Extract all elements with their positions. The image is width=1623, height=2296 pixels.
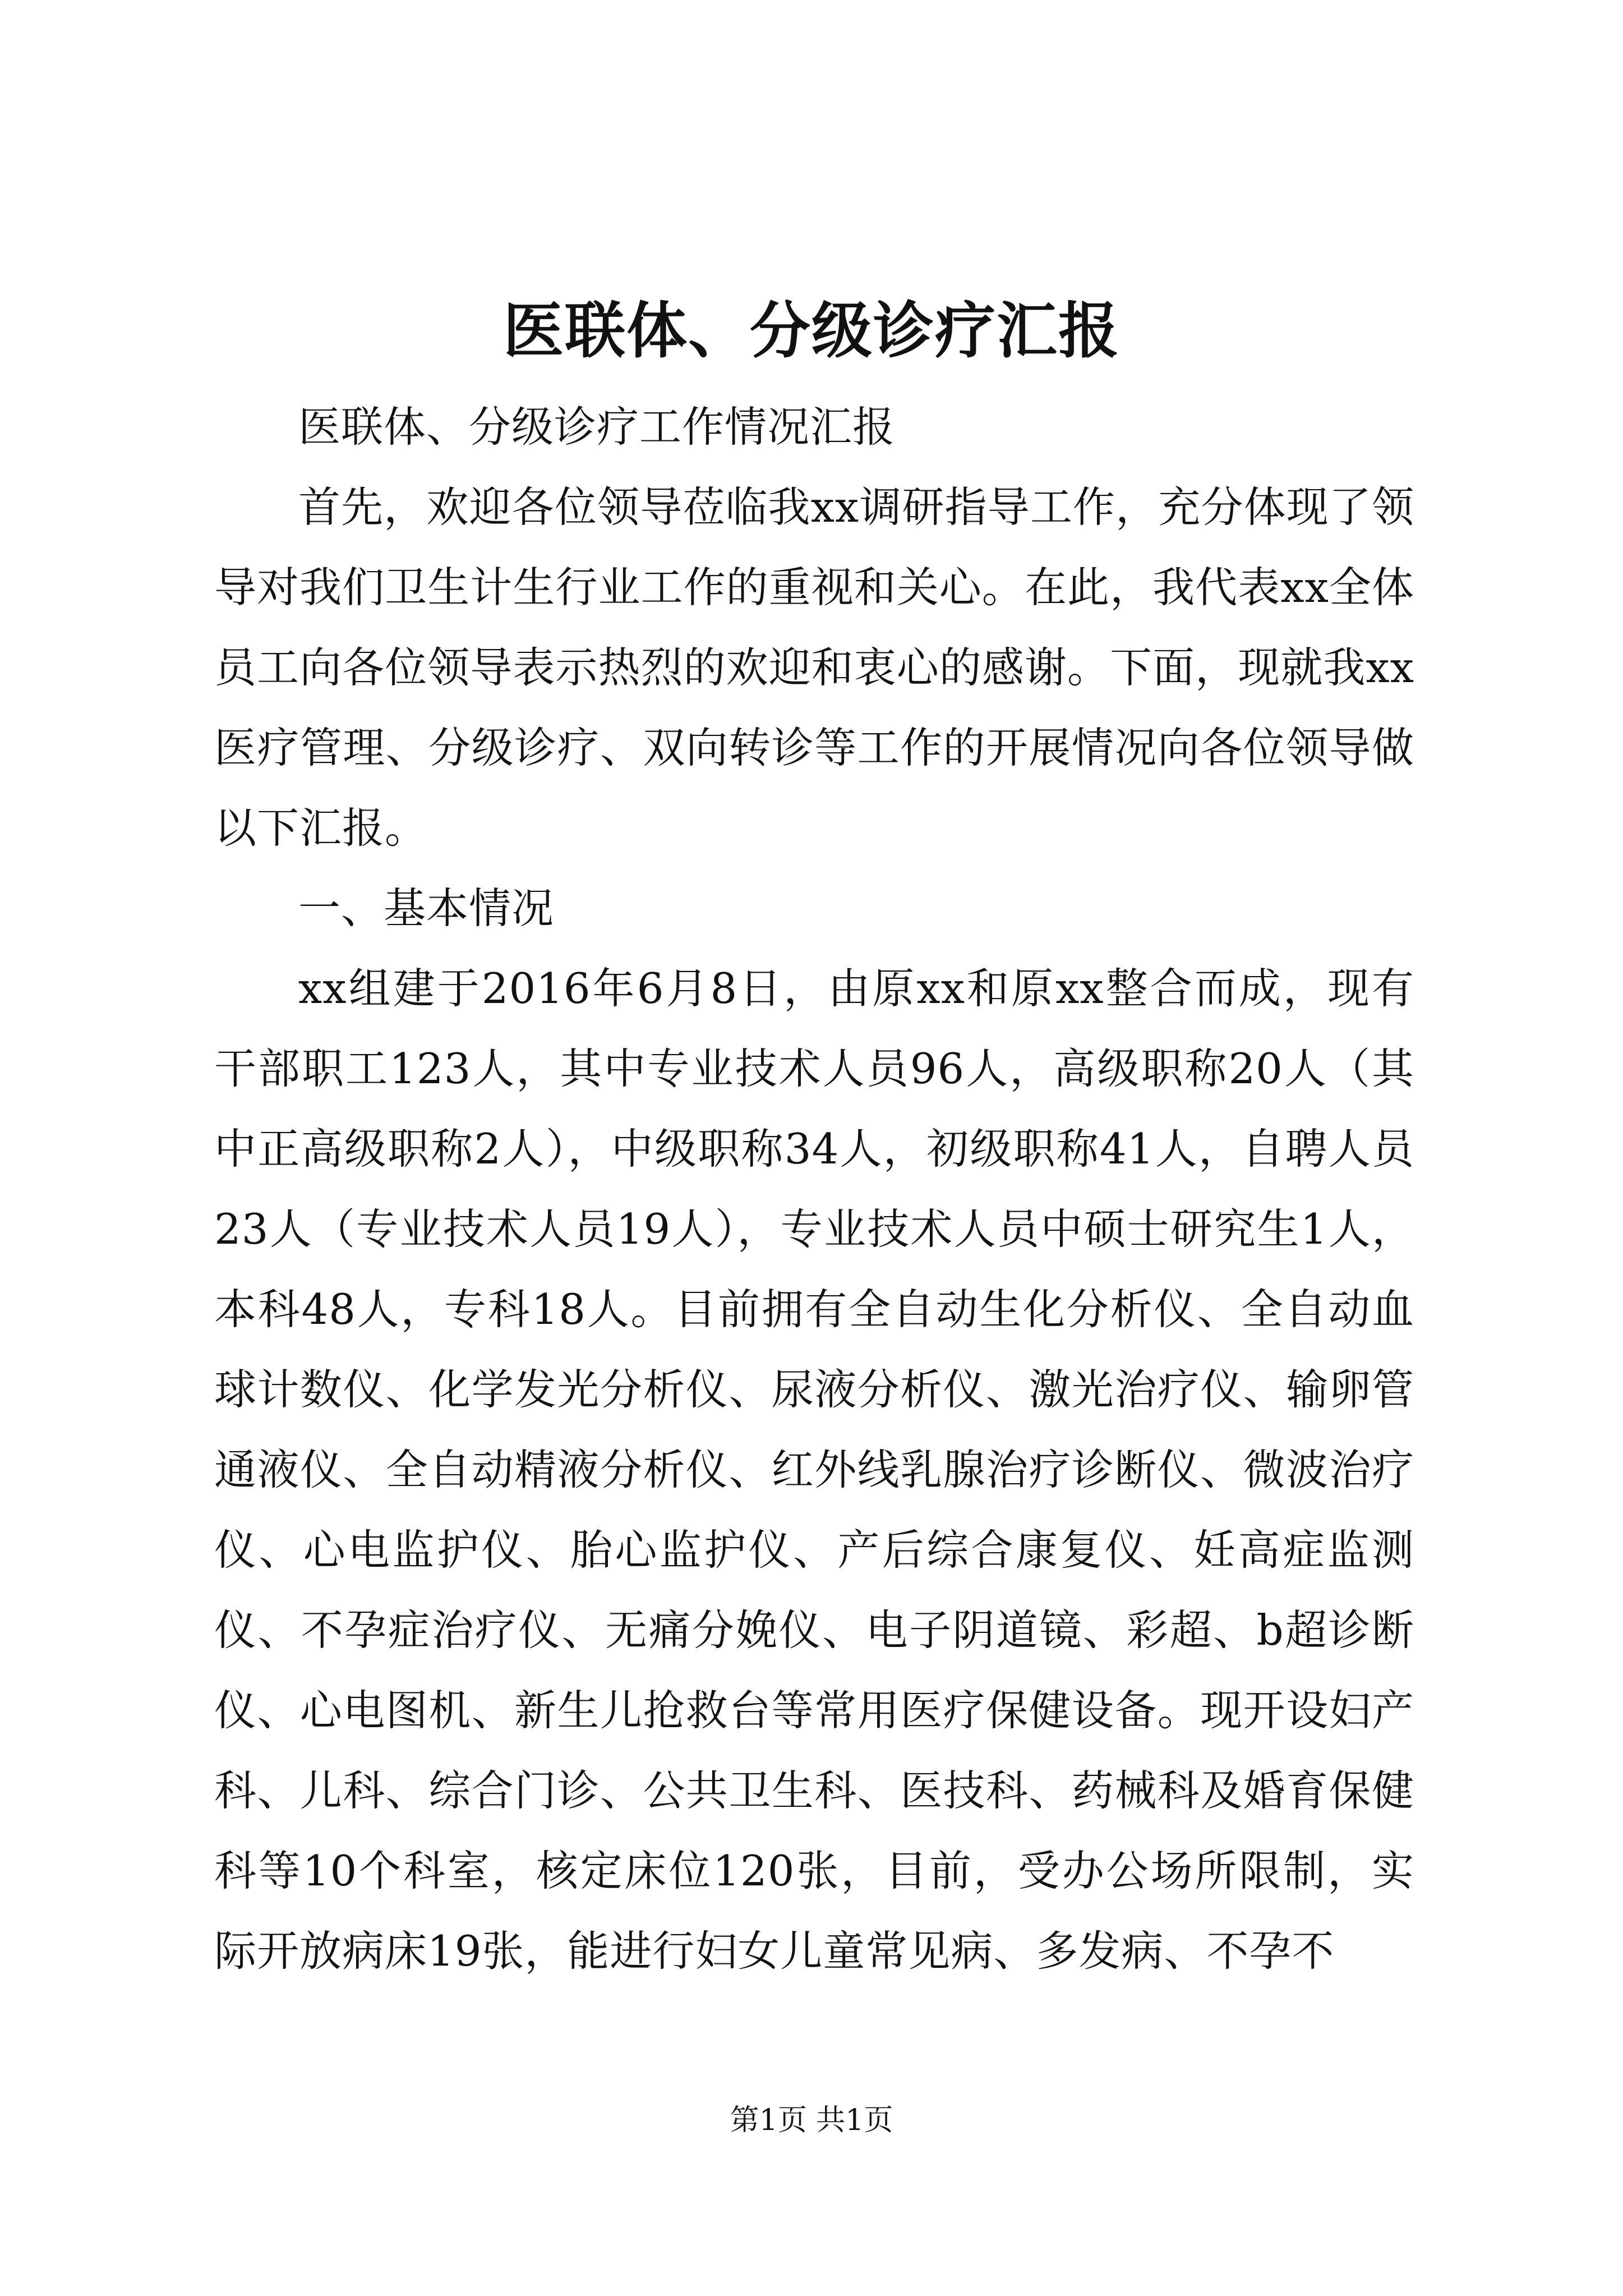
intro-paragraph: 首先，欢迎各位领导莅临我xx调研指导工作，充分体现了领导对我们卫生计生行业工作的重视和关心。在此，我代表xx全体员工向各位领导表示热烈的欢迎和衷心的感谢。下面，现就我xx医疗管理、分级诊疗、双向转诊等工作的开展情况向各位领导做以下汇报。 — [214, 482, 1414, 853]
document-title: 医联体、分级诊疗汇报 — [502, 296, 1120, 366]
basic-info-paragraph: xx组建于2016年6月8日，由原xx和原xx整合而成，现有干部职工123人，其中专业技术人员96人，高级职称20人（其中正高级职称2人），中级职称34人，初级职称41人，自聘人员23人（专业技术人员19人），专业技术人员中硕士研究生1人，本科48人，专科18人。目前拥有全自动生化分析仪、全自动血球计数仪、化学发光分析仪、尿液分析仪、激光治疗仪、输卵管通液仪、全自动精液分析仪、红外线乳腺治疗诊断仪、微波治疗仪、心电监护仪、胎心监护仪、产后综合康复仪、妊高症监测仪、不孕症治疗仪、无痛分娩仪、电子阴道镜、彩超、b超诊断仪、心电图机、新生儿抢救台等常用医疗保健设备。现开设妇产科、儿科、综合门诊、公共卫生科、医技科、药械科及婚育保健科等10个科室，核定床位120张，目前，受办公场所限制，实际开放病床19张，能进行妇女儿童常见病、多发病、不孕不 — [214, 964, 1414, 1976]
page-footer: 第1页 共1页 — [730, 2104, 893, 2137]
subtitle-paragraph: 医联体、分级诊疗工作情况汇报 — [298, 402, 896, 452]
document-body — [214, 387, 1414, 1991]
section-heading: 一、基本情况 — [298, 884, 555, 933]
